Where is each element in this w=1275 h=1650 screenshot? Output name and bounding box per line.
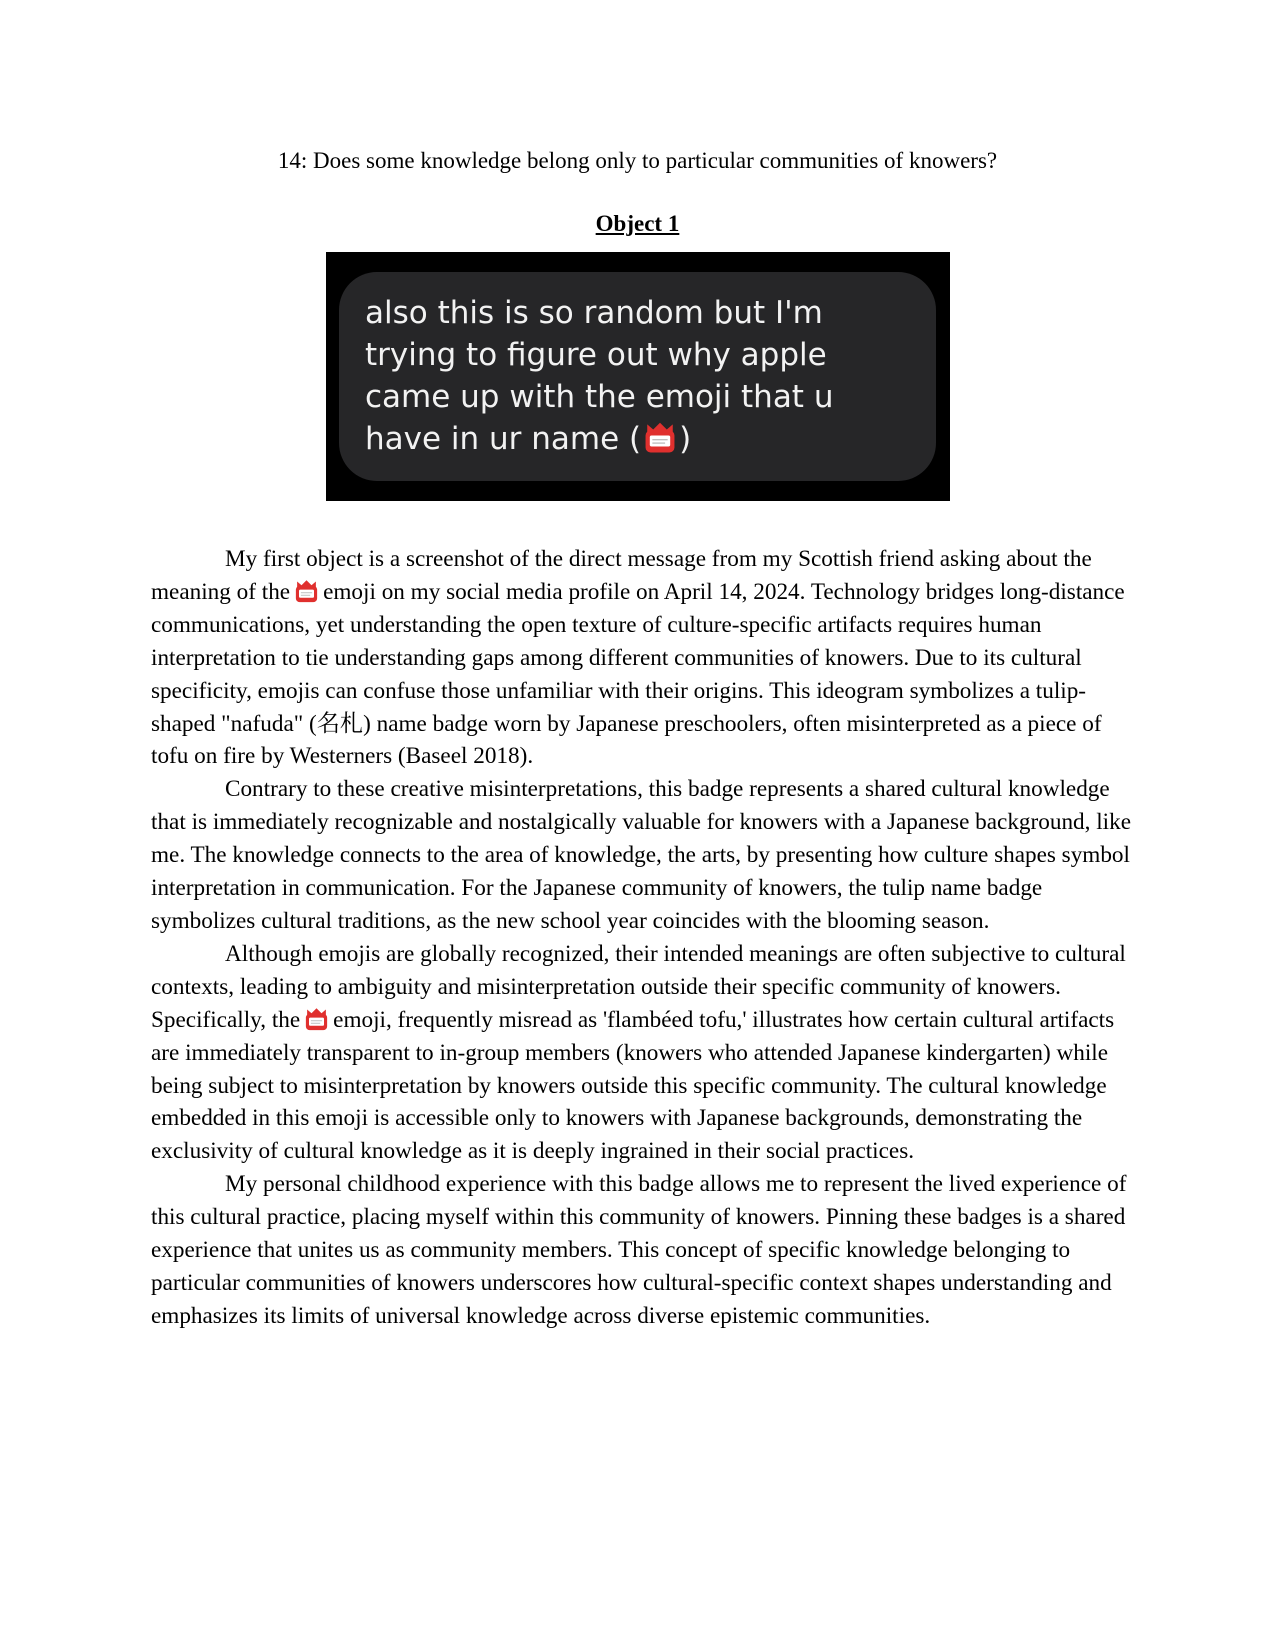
paragraph-3 xyxy=(151,938,1131,1168)
paragraph-3-text-a: Although emojis are globally recognized, their intended meanings are often subjective to cultural contexts, leading to ambiguity and misinterpretation outside their specific community of knowers. Specifically, the xyxy=(151,940,1126,1033)
object-heading: Object 1 xyxy=(595,211,680,236)
essay-body xyxy=(151,543,1131,1333)
paragraph-1 xyxy=(151,543,1131,773)
tulip-name-badge-icon xyxy=(643,421,677,455)
paragraph-1-text-b: emoji on my social media profile on April 14, 2024. Technology bridges long-distance communications, yet understanding the open texture of culture-specific artifacts requires human interpretation to tie understanding gaps among different communities of knowers. Due to its cultural specificity, emojis can confuse those unfamiliar with their origins. This ideogram symbolizes a tulip-shaped "nafuda" (名札) name badge worn by Japanese preschoolers, often misinterpreted as a piece of tofu on fire by Westerners (Baseel 2018). xyxy=(151,578,1125,770)
message-screenshot xyxy=(326,252,950,501)
prescribed-title: 14: Does some knowledge belong only to particular communities of knowers? xyxy=(277,148,998,173)
message-text-end: ) xyxy=(679,421,692,457)
tulip-name-badge-icon xyxy=(304,1007,329,1032)
paragraph-3-text-b: emoji, frequently misread as 'flambéed tofu,' illustrates how certain cultural artifacts are immediately transparent to in-group members (knowers who attended Japanese kindergarten) while being subject to misinterpretation by knowers outside this specific community. The cultural knowledge embedded in this emoji is accessible only to knowers with Japanese backgrounds, demonstrating the exclusivity of cultural knowledge as it is deeply ingrained in their social practices. xyxy=(151,1006,1115,1165)
paragraph-1-text-a: My first object is a screenshot of the direct message from my Scottish friend asking about the meaning of the xyxy=(151,546,1092,605)
tulip-name-badge-icon xyxy=(294,579,319,604)
paragraph-2: Contrary to these creative misinterpretations, this badge represents a shared cultural knowledge that is immediately recognizable and nostalgically valuable for knowers with a Japanese background, like me. The knowledge connects to the area of knowledge, the arts, by presenting how culture shapes symbol interpretation in communication. For the Japanese community of knowers, the tulip name badge symbolizes cultural traditions, as the new school year coincides with the blooming season. xyxy=(151,776,1131,934)
message-text: also this is so random but I'm trying to figure out why apple came up with the emoji that u have in ur name ( xyxy=(365,295,834,457)
paragraph-4: My personal childhood experience with this badge allows me to represent the lived experience of this cultural practice, placing myself within this community of knowers. Pinning these badges is a shared experience that unites us as community members. This concept of specific knowledge belonging to particular communities of knowers underscores how cultural-specific context shapes understanding and emphasizes its limits of universal knowledge across diverse epistemic communities. xyxy=(151,1171,1127,1329)
message-bubble xyxy=(339,272,936,481)
